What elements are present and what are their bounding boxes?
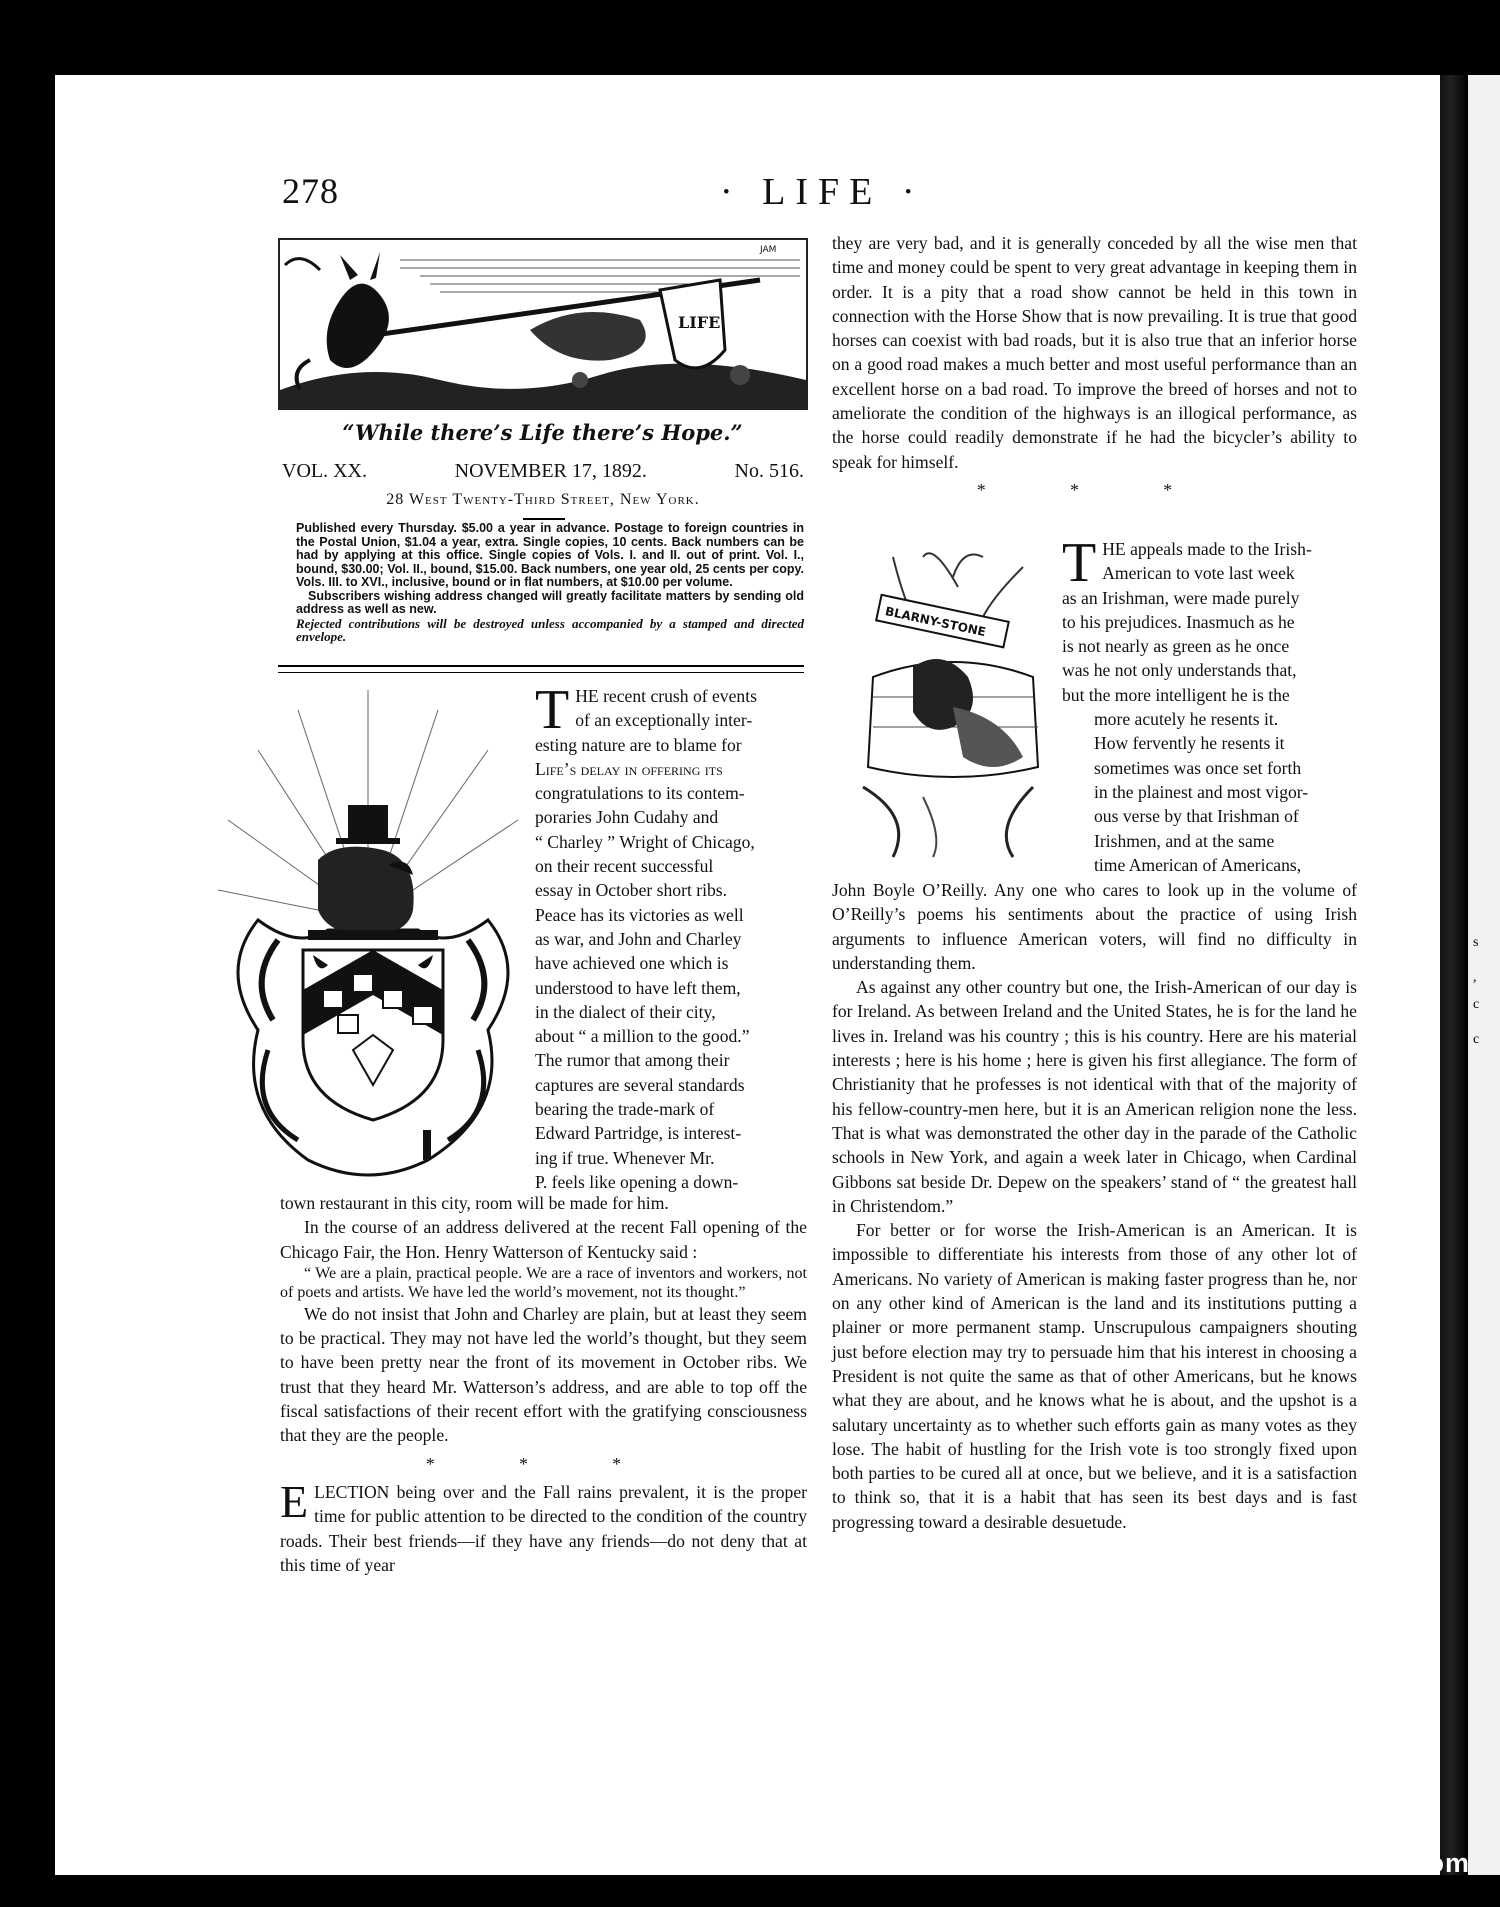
wrapped-line: essay in October short ribs. — [535, 880, 728, 901]
dropcap-t-irish: T — [1062, 532, 1097, 594]
section-divider-stars: * * * — [976, 479, 1213, 500]
wrapped-line: Peace has its victories as well — [535, 904, 744, 925]
blarney-stone-illustration — [833, 537, 1065, 862]
wrapped-line: on their recent successful — [535, 856, 714, 877]
dropcap-t: T — [535, 679, 570, 741]
subscription-terms: Published every Thursday. $5.00 a year in advance. Postage to foreign countries in the Postal Union, $1.04 a year, extra. Single copies, 10 cents. Back numbers can be had by applying at this office. Single copies of Vols. I. and II. out of print. Vol. I., bound, $30.00; Vol. II., bound, $15.00. Back numbers, one year old, 25 cents per copy. Vols. III. to XVI., inclusive, bound or in flat numbers, at $10.00 per volume. — [296, 521, 804, 589]
right-column-body — [832, 878, 1357, 1534]
roads-text: LECTION being over and the Fall rains prevalent, it is the proper time for public attention to be directed to the condition of the country roads. Their best friends—if they have any friends—do not deny that at this time of year — [280, 1481, 807, 1575]
wrapped-line: ing if true. Whenever Mr. — [535, 1147, 715, 1168]
wrapped-line: was he not only understands that, — [1062, 660, 1297, 681]
article-conclusion: We do not insist that John and Charley are plain, but at least they seem to be practical. They may not have led the world’s thought, but they seem to have been pretty near the front of its movement in October ribs. We trust that they heard Mr. Watterson’s address, and are able to top off the fiscal satisfactions of their recent effort with the gratifying consciousness that they are the people. — [280, 1303, 807, 1446]
wrapped-line: ous verse by that Irishman of — [1094, 806, 1299, 827]
irish-american-conclusion: For better or for worse the Irish-American is an American. It is impossible to differentiate his interests from those of any other lot of Americans. No variety of American is making faster progress than he, nor on any other kind of American is the land and its institutions putting a plainer or more permanent stamp. Unscrupulous campaigners shouting just before election may try to persuade him that his interest in choosing a President is not quite the same as that of other Americans, but he knows what they are about, and he knows what he is about, and the upshot is a salutary uncertainty as to whether such efforts gain as many votes as they lose. The habit of hustling for the Irish vote is too strongly fixed upon both parties to be cured all at once, but we believe, and it is a satisfaction to think so, that it is a habit that has seen its best days and is fast progressing toward a desirable desuetude. — [832, 1220, 1357, 1532]
site-watermark: comicbooks.com — [1235, 1848, 1470, 1878]
wrapped-line: HE appeals made to the Irish- — [1102, 539, 1312, 559]
wrapped-line: How fervently he resents it — [1094, 733, 1285, 754]
next-page-edge: s , c c — [1468, 75, 1500, 1875]
wrapped-line: esting nature are to blame for — [535, 734, 742, 755]
article-cudahy-wrapped — [535, 679, 807, 1194]
oreilly-continuation: John Boyle O’Reilly. Any one who cares to look up in the volume of O’Reilly’s poems his sentiments about the practice of using Irish arguments to influence American voters, will find no difficulty in understanding them. — [832, 880, 1357, 973]
wrapped-line: Life’s delay in offering its — [535, 758, 723, 779]
wrapped-line: American to vote last week — [1102, 563, 1295, 584]
wrapped-line: as an Irishman, were made purely — [1062, 587, 1300, 608]
office-address: 28 West Twenty-Third Street, New York. — [386, 491, 700, 508]
magazine-title: · LIFE · — [720, 171, 925, 213]
roads-continuation: they are very bad, and it is generally conceded by all the wise men that time and money could be spent to very great advantage in keeping them in order. It is a pity that a road show cannot be held in this town in connection with the Horse Show that is now prevailing. It is true that good horses can coexist with bad roads, but it is also true that an inferior horse on a good road makes a much better and most useful performance than an excellent horse on a bad road. To improve the breed of horses and not to ameliorate the condition of the highways is an illogical performance, as the horse could readily demonstrate if he had the bicycler’s ability to speak for himself. — [832, 233, 1357, 472]
book-spine — [1440, 75, 1468, 1875]
wrapped-line: more acutely he resents it. — [1094, 709, 1279, 730]
issue-number: No. 516. — [734, 460, 804, 482]
wrapped-line: to his prejudices. Inasmuch as he — [1062, 611, 1295, 632]
knight-jousting-devil-illustration — [280, 240, 806, 408]
article-continuation: town restaurant in this city, room will be made for him. — [280, 1193, 669, 1213]
short-rule — [523, 518, 565, 520]
wrapped-line: poraries John Cudahy and — [535, 807, 719, 828]
right-column-top — [832, 231, 1357, 506]
pig-crest-illustration — [218, 690, 533, 1190]
scan-top-border — [0, 0, 1500, 75]
svg-text:LIFE: LIFE — [678, 313, 721, 332]
wrapped-line: in the dialect of their city, — [535, 1001, 716, 1022]
issue-date: NOVEMBER 17, 1892. — [454, 460, 647, 482]
man-at-blarney-stone-illustration — [833, 537, 1065, 862]
page-number: 278 — [282, 171, 339, 211]
watterson-quote: “ We are a plain, practical people. We are a race of inventors and workers, not of poets and artists. We have led the world’s movement, not its thought.” — [280, 1264, 807, 1301]
svg-text:JAM: JAM — [760, 245, 777, 255]
coat-of-arms-illustration — [218, 690, 533, 1190]
masthead-illustration — [278, 238, 808, 410]
article-irish-wrapped — [1062, 532, 1357, 877]
wrapped-line: about “ a million to the good.” — [535, 1026, 750, 1047]
volume-number: VOL. XX. — [282, 460, 367, 482]
section-divider-stars: * * * — [425, 1453, 662, 1474]
wrapped-line: P. feels like opening a down- — [535, 1171, 739, 1192]
wrapped-line: understood to have left them, — [535, 977, 741, 998]
wrapped-line: is not nearly as green as he once — [1062, 636, 1290, 657]
wrapped-line: have achieved one which is — [535, 953, 729, 974]
watterson-intro: In the course of an address delivered at the recent Fall opening of the Chicago Fair, the Hon. Henry Watterson of Kentucky said : — [280, 1217, 807, 1262]
svg-text:BLARNY-STONE: BLARNY-STONE — [883, 604, 988, 640]
left-column-body — [280, 1191, 807, 1577]
wrapped-line: congratulations to its contem- — [535, 783, 745, 804]
magazine-motto: “While there’s Life there’s Hope.” — [342, 420, 743, 445]
wrapped-line: of an exceptionally inter- — [575, 710, 753, 731]
publication-info — [296, 522, 804, 644]
article-roads-start — [280, 1475, 807, 1577]
wrapped-line: as war, and John and Charley — [535, 928, 742, 949]
irish-american-allegiance: As against any other country but one, the Irish-American of our day is for Ireland. As between Ireland and the United States, he is for the land he lives in. Ireland was his country ; this is his country. Here are his material interests ; here is his home ; here is given his first allegiance. The form of Christianity that he professes is not identical with that of the majority of his fellow-country-men here, but it is an American religion none the less. That is what was demonstrated the other day in the parade of the Catholic schools in New York, and again a week later in Chicago, when Cardinal Gibbons sat beside Dr. Depew on the speakers’ stand of “ the greatest hall in Christendom.” — [832, 977, 1357, 1216]
wrapped-line: captures are several standards — [535, 1074, 745, 1095]
wrapped-line: in the plainest and most vigor- — [1094, 781, 1309, 802]
rejected-contributions-notice: Rejected contributions will be destroyed unless accompanied by a stamped and directed envelope. — [296, 615, 804, 644]
volume-row — [282, 460, 804, 483]
wrapped-line: The rumor that among their — [535, 1050, 730, 1071]
wrapped-line: sometimes was once set forth — [1094, 757, 1302, 778]
wrapped-line: Irishmen, and at the same — [1094, 830, 1275, 851]
wrapped-line: time American of Americans, — [1094, 854, 1302, 875]
wrapped-line: bearing the trade-mark of — [535, 1099, 715, 1120]
wrapped-line: Edward Partridge, is interest- — [535, 1123, 742, 1144]
wrapped-line: but the more intelligent he is the — [1062, 684, 1290, 705]
address-change-notice: Subscribers wishing address changed will greatly facilitate matters by sending old address as well as new. — [296, 588, 804, 616]
masthead-double-rule — [278, 665, 804, 673]
dropcap-e: E — [280, 1475, 309, 1527]
wrapped-line: “ Charley ” Wright of Chicago, — [535, 831, 755, 852]
wrapped-line: HE recent crush of events — [575, 686, 757, 706]
